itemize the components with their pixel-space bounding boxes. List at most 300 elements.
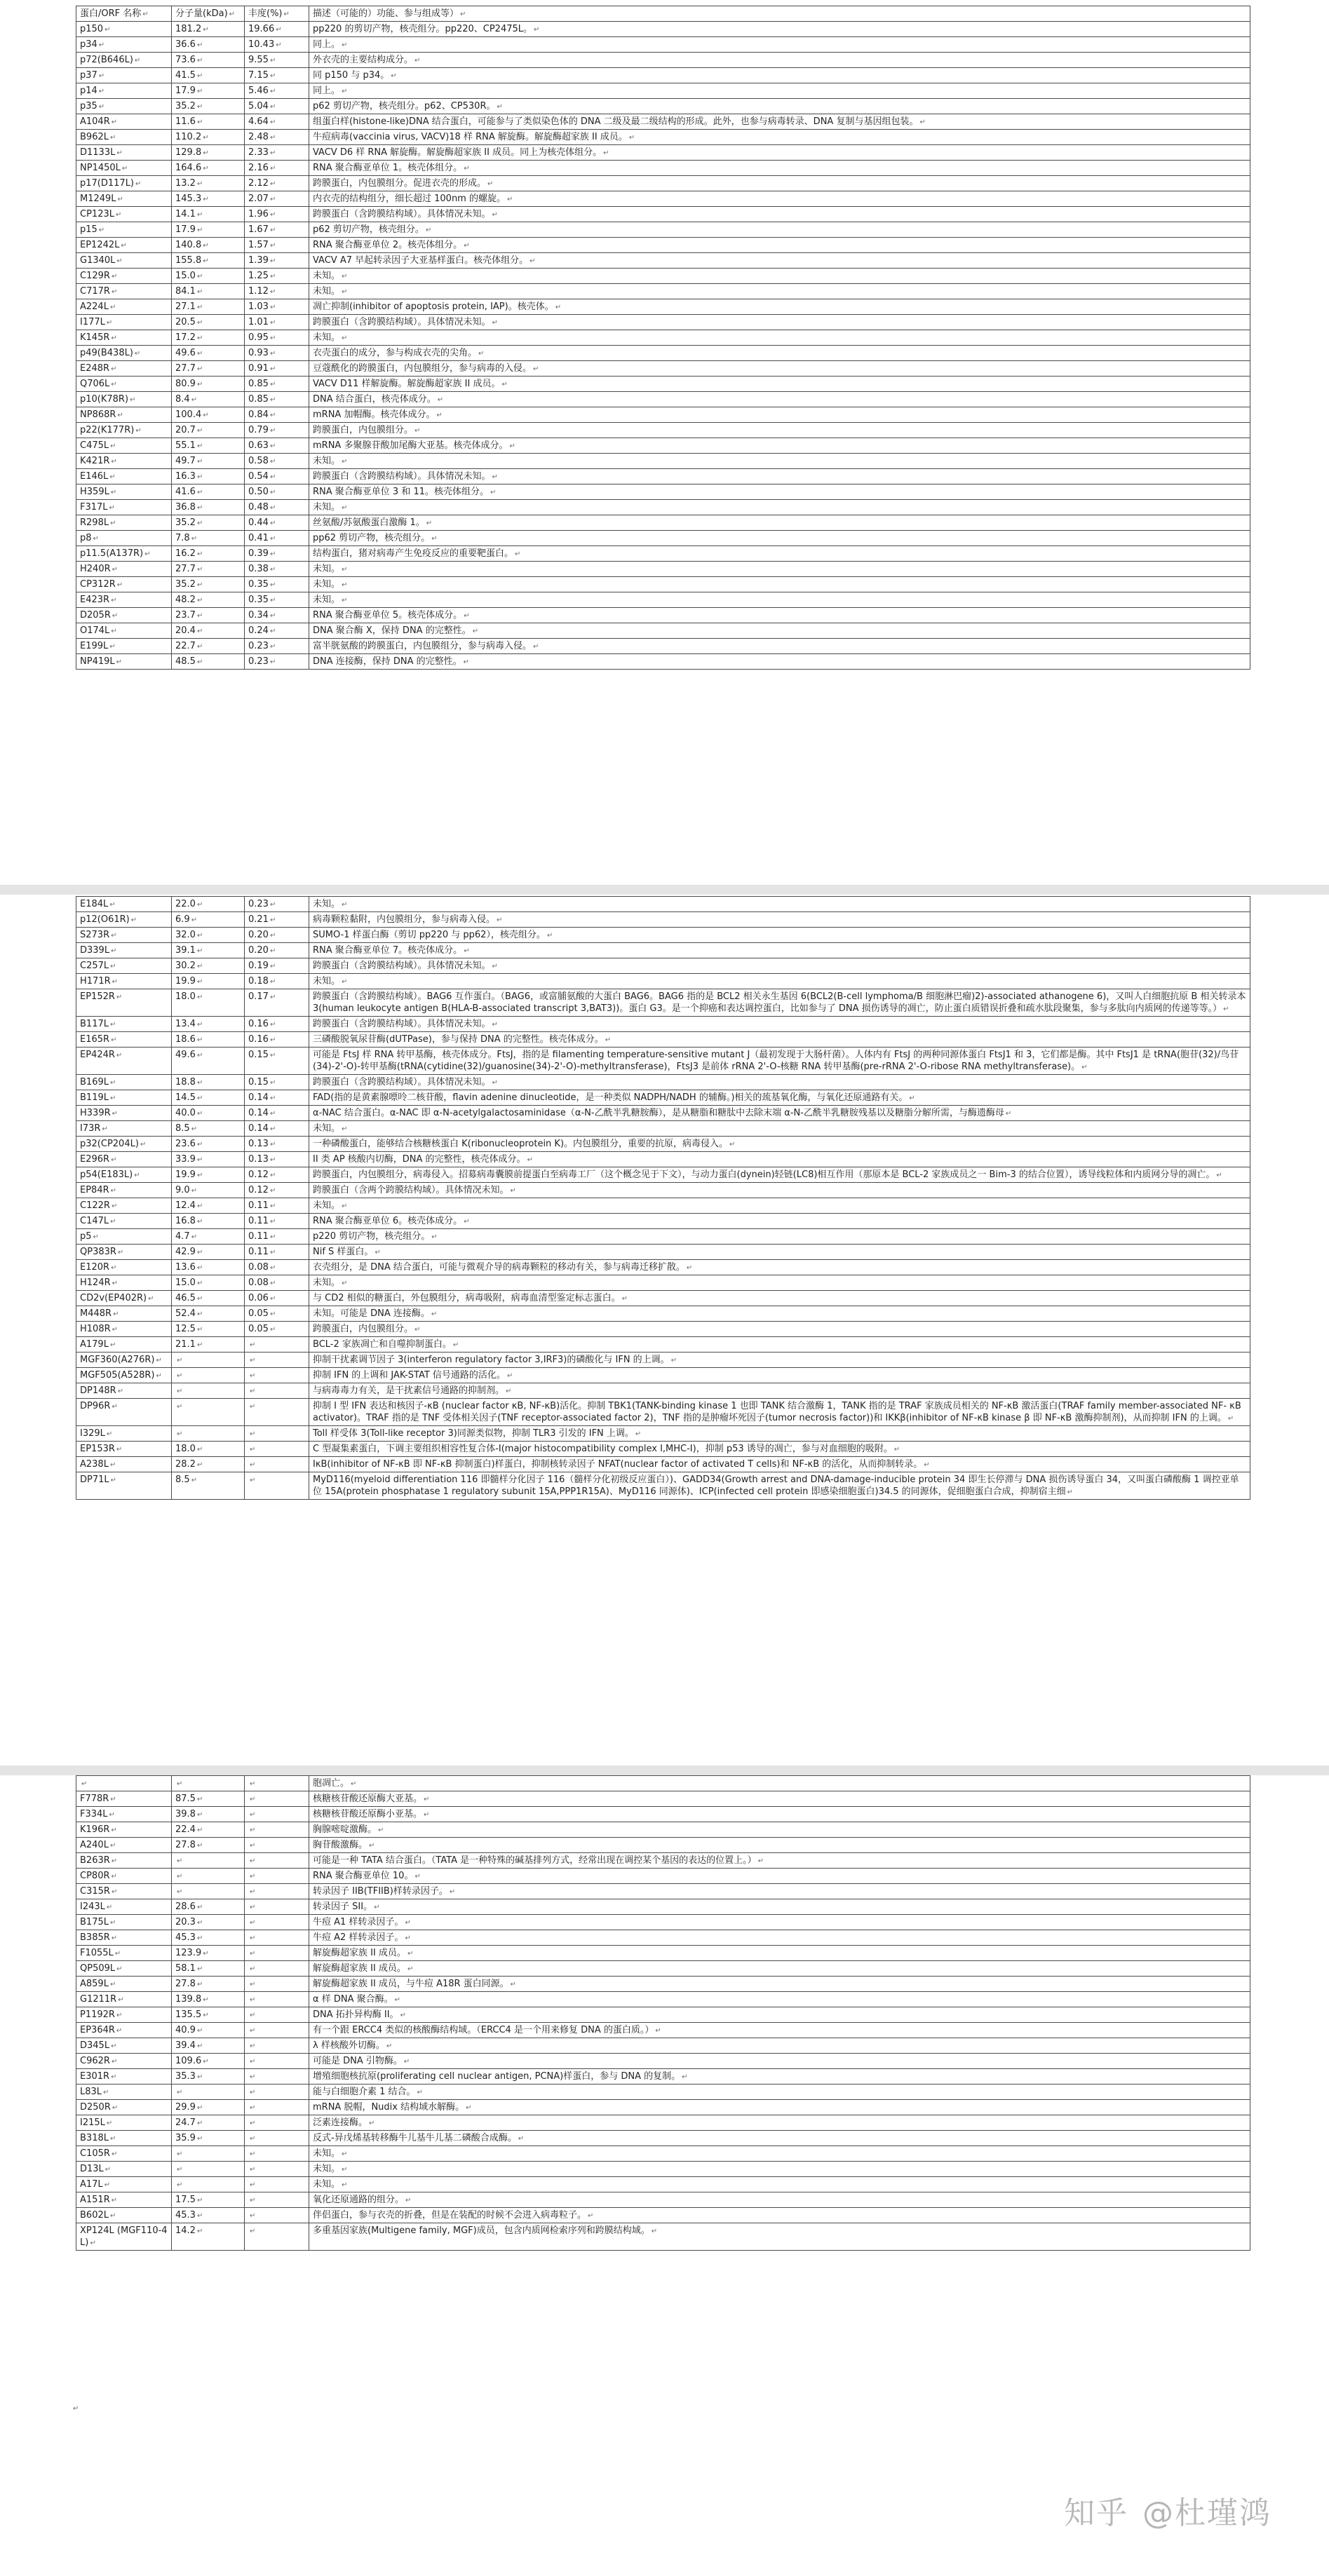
molecular-weight: 129.8 bbox=[175, 147, 202, 158]
cell-end-mark: ↵ bbox=[196, 978, 203, 986]
abundance-cell bbox=[245, 974, 309, 989]
abundance-cell bbox=[245, 1245, 309, 1260]
abundance: 0.20 bbox=[248, 930, 269, 940]
description: RNA 聚合酶亚单位 7。核壳体成分。 bbox=[313, 945, 463, 956]
description-cell bbox=[309, 2177, 1250, 2192]
description-cell bbox=[309, 654, 1250, 670]
molecular-weight-cell bbox=[172, 145, 245, 161]
description-cell bbox=[309, 1853, 1250, 1869]
cell-end-mark: ↵ bbox=[111, 1873, 117, 1880]
protein-name: B119L bbox=[80, 1092, 109, 1103]
abundance-cell bbox=[245, 2007, 309, 2023]
table-row bbox=[76, 1899, 1250, 1915]
protein-name: p54(E183L) bbox=[80, 1170, 133, 1180]
abundance-cell bbox=[245, 161, 309, 176]
abundance: 0.58 bbox=[248, 456, 269, 466]
cell-end-mark: ↵ bbox=[117, 196, 123, 203]
cell-end-mark: ↵ bbox=[196, 1264, 203, 1272]
cell-end-mark: ↵ bbox=[109, 901, 116, 909]
protein-name: C717R bbox=[80, 286, 110, 297]
protein-name: E248R bbox=[80, 363, 110, 374]
cell-end-mark: ↵ bbox=[191, 1187, 198, 1195]
abundance-cell bbox=[245, 1884, 309, 1899]
abundance-cell bbox=[245, 315, 309, 330]
cell-end-mark: ↵ bbox=[472, 628, 479, 635]
cell-end-mark: ↵ bbox=[546, 932, 553, 940]
description-cell bbox=[309, 176, 1250, 191]
cell-end-mark: ↵ bbox=[203, 196, 209, 203]
cell-end-mark: ↵ bbox=[510, 1187, 516, 1195]
abundance-cell bbox=[245, 253, 309, 269]
protein-name: H124R bbox=[80, 1277, 111, 1288]
cell-end-mark: ↵ bbox=[196, 1295, 203, 1303]
cell-end-mark: ↵ bbox=[529, 257, 536, 265]
abundance-cell bbox=[245, 2069, 309, 2084]
molecular-weight-cell bbox=[172, 500, 245, 515]
molecular-weight: 20.7 bbox=[175, 425, 196, 435]
abundance-cell bbox=[245, 989, 309, 1017]
description: DNA 结合蛋白，核壳体成分。 bbox=[313, 394, 436, 405]
protein-name: p34 bbox=[80, 39, 97, 50]
abundance-cell bbox=[245, 1791, 309, 1807]
cell-end-mark: ↵ bbox=[109, 1842, 116, 1850]
protein-name: B117L bbox=[80, 1019, 109, 1029]
cell-end-mark: ↵ bbox=[111, 1036, 117, 1044]
cell-end-mark: ↵ bbox=[250, 2150, 256, 2158]
protein-name-cell bbox=[76, 1776, 172, 1791]
protein-name: K145R bbox=[80, 332, 110, 343]
molecular-weight: 14.5 bbox=[175, 1092, 196, 1103]
molecular-weight: 6.9 bbox=[175, 914, 190, 925]
cell-end-mark: ↵ bbox=[436, 412, 443, 419]
table-row bbox=[76, 1075, 1250, 1090]
abundance-cell bbox=[245, 1930, 309, 1946]
abundance: 1.01 bbox=[248, 317, 269, 327]
protein-name-cell bbox=[76, 1032, 172, 1048]
description-cell bbox=[309, 423, 1250, 438]
abundance-cell bbox=[245, 1229, 309, 1245]
table-row bbox=[76, 1368, 1250, 1383]
table-row bbox=[76, 1017, 1250, 1032]
cell-end-mark: ↵ bbox=[464, 1218, 470, 1226]
protein-name-cell bbox=[76, 1106, 172, 1121]
cell-end-mark: ↵ bbox=[269, 916, 276, 924]
cell-end-mark: ↵ bbox=[269, 1233, 276, 1241]
table-row bbox=[76, 1807, 1250, 1822]
molecular-weight-cell bbox=[172, 2223, 245, 2251]
cell-end-mark: ↵ bbox=[342, 2181, 348, 2189]
cell-end-mark: ↵ bbox=[603, 149, 609, 157]
abundance-cell bbox=[245, 269, 309, 284]
description: Nif S 样蛋白。 bbox=[313, 1247, 374, 1257]
protein-name: B175L bbox=[80, 1917, 109, 1927]
description: α 样 DNA 聚合酶。 bbox=[313, 1994, 393, 2005]
abundance-cell bbox=[245, 2115, 309, 2131]
protein-name: p72(B646L) bbox=[80, 55, 133, 65]
protein-name-cell bbox=[76, 1368, 172, 1383]
protein-name-cell bbox=[76, 1992, 172, 2007]
page-break bbox=[0, 885, 1329, 895]
header-description-cell bbox=[309, 6, 1250, 22]
cell-end-mark: ↵ bbox=[196, 1280, 203, 1287]
cell-end-mark: ↵ bbox=[98, 41, 105, 49]
cell-end-mark: ↵ bbox=[134, 350, 141, 358]
cell-end-mark: ↵ bbox=[555, 304, 562, 311]
protein-name: A104R bbox=[80, 116, 110, 127]
cell-end-mark: ↵ bbox=[196, 1249, 203, 1256]
cell-end-mark: ↵ bbox=[250, 1965, 256, 1973]
molecular-weight-cell bbox=[172, 2084, 245, 2100]
description-cell bbox=[309, 1977, 1250, 1992]
description: RNA 聚合酶亚单位 10。 bbox=[313, 1871, 414, 1881]
molecular-weight-cell bbox=[172, 1322, 245, 1337]
abundance: 10.43 bbox=[248, 39, 275, 50]
description-cell bbox=[309, 469, 1250, 484]
abundance: 0.63 bbox=[248, 440, 269, 451]
cell-end-mark: ↵ bbox=[250, 1873, 256, 1880]
abundance-cell bbox=[245, 1946, 309, 1961]
molecular-weight: 39.8 bbox=[175, 1809, 196, 1819]
cell-end-mark: ↵ bbox=[269, 520, 276, 527]
table-row bbox=[76, 515, 1250, 531]
table-row bbox=[76, 438, 1250, 454]
cell-end-mark: ↵ bbox=[196, 1904, 203, 1911]
cell-end-mark: ↵ bbox=[269, 396, 276, 404]
description-cell bbox=[309, 1214, 1250, 1229]
table-row bbox=[76, 284, 1250, 299]
abundance-cell bbox=[245, 1442, 309, 1457]
cell-end-mark: ↵ bbox=[269, 1110, 276, 1118]
protein-name: C147L bbox=[80, 1216, 109, 1226]
cell-end-mark: ↵ bbox=[506, 1372, 513, 1380]
protein-name-cell bbox=[76, 99, 172, 114]
protein-name: NP419L bbox=[80, 656, 115, 667]
cell-end-mark: ↵ bbox=[121, 165, 128, 172]
cell-end-mark: ↵ bbox=[196, 88, 203, 95]
molecular-weight: 45.3 bbox=[175, 2210, 196, 2221]
protein-name-cell bbox=[76, 22, 172, 37]
abundance: 0.48 bbox=[248, 502, 269, 513]
protein-name: EP364R bbox=[80, 2025, 115, 2035]
protein-name-cell bbox=[76, 484, 172, 500]
table-row bbox=[76, 912, 1250, 928]
protein-name-cell bbox=[76, 454, 172, 469]
table-row bbox=[76, 238, 1250, 253]
protein-name-cell bbox=[76, 2192, 172, 2208]
molecular-weight-cell bbox=[172, 592, 245, 608]
cell-end-mark: ↵ bbox=[196, 1796, 203, 1803]
cell-end-mark: ↵ bbox=[196, 211, 203, 219]
molecular-weight: 17.9 bbox=[175, 224, 196, 235]
cell-end-mark: ↵ bbox=[104, 26, 111, 34]
protein-name-cell bbox=[76, 1426, 172, 1442]
cell-end-mark: ↵ bbox=[269, 1202, 276, 1210]
protein-name-cell bbox=[76, 2115, 172, 2131]
abundance-cell bbox=[245, 1807, 309, 1822]
molecular-weight-cell bbox=[172, 68, 245, 83]
description: 氧化还原通路的组分。 bbox=[313, 2195, 405, 2205]
molecular-weight: 12.5 bbox=[175, 1324, 196, 1334]
abundance-cell bbox=[245, 176, 309, 191]
protein-name: p11.5(A137R) bbox=[80, 548, 144, 559]
abundance-cell bbox=[245, 531, 309, 546]
cell-end-mark: ↵ bbox=[1227, 1415, 1234, 1423]
protein-name: E184L bbox=[80, 899, 109, 909]
cell-end-mark: ↵ bbox=[203, 165, 209, 172]
molecular-weight-cell bbox=[172, 1992, 245, 2007]
protein-name-cell bbox=[76, 531, 172, 546]
abundance: 2.48 bbox=[248, 132, 269, 142]
molecular-weight-cell bbox=[172, 423, 245, 438]
cell-end-mark: ↵ bbox=[269, 334, 276, 342]
description: RNA 聚合酶亚单位 5。核壳体成分。 bbox=[313, 610, 463, 621]
molecular-weight-cell bbox=[172, 1822, 245, 1838]
cell-end-mark: ↵ bbox=[492, 319, 498, 327]
cell-end-mark: ↵ bbox=[111, 273, 118, 280]
cell-end-mark: ↵ bbox=[515, 550, 521, 558]
protein-name: A151R bbox=[80, 2195, 110, 2205]
cell-end-mark: ↵ bbox=[605, 1036, 612, 1044]
abundance-cell bbox=[245, 912, 309, 928]
cell-end-mark: ↵ bbox=[533, 643, 539, 651]
description: 跨膜蛋白，内包膜组分。 bbox=[313, 425, 414, 435]
cell-end-mark: ↵ bbox=[269, 566, 276, 574]
molecular-weight-cell bbox=[172, 1442, 245, 1457]
description: mRNA 加帽酶。核壳体成分。 bbox=[313, 409, 436, 420]
protein-name-cell bbox=[76, 1214, 172, 1229]
abundance-cell bbox=[245, 114, 309, 130]
description: 未知。 bbox=[313, 1277, 341, 1288]
molecular-weight-cell bbox=[172, 1869, 245, 1884]
molecular-weight-cell bbox=[172, 299, 245, 315]
abundance: 2.12 bbox=[248, 178, 269, 189]
abundance-cell bbox=[245, 1399, 309, 1426]
description: p220 剪切产物，核壳组分。 bbox=[313, 1231, 431, 1242]
description-cell bbox=[309, 1946, 1250, 1961]
cell-end-mark: ↵ bbox=[510, 1981, 517, 1988]
cell-end-mark: ↵ bbox=[111, 597, 117, 604]
cell-end-mark: ↵ bbox=[196, 41, 203, 49]
cell-end-mark: ↵ bbox=[111, 2073, 117, 2081]
description-cell bbox=[309, 83, 1250, 99]
cell-end-mark: ↵ bbox=[269, 1218, 276, 1226]
cell-end-mark: ↵ bbox=[342, 1125, 348, 1133]
molecular-weight: 20.4 bbox=[175, 625, 196, 636]
description: DNA 连接酶，保持 DNA 的完整性。 bbox=[313, 656, 462, 667]
description-cell bbox=[309, 1961, 1250, 1977]
description: 抑制 IFN 的上调和 JAK-STAT 信号通路的活化。 bbox=[313, 1370, 506, 1381]
molecular-weight-cell bbox=[172, 1472, 245, 1500]
molecular-weight-cell bbox=[172, 99, 245, 114]
table-row bbox=[76, 37, 1250, 53]
cell-end-mark: ↵ bbox=[110, 442, 116, 450]
cell-end-mark: ↵ bbox=[111, 932, 117, 940]
table-row bbox=[76, 222, 1250, 238]
table-row bbox=[76, 1853, 1250, 1869]
cell-end-mark: ↵ bbox=[407, 1950, 414, 1958]
cell-end-mark: ↵ bbox=[203, 26, 209, 34]
cell-end-mark: ↵ bbox=[196, 57, 203, 65]
cell-end-mark: ↵ bbox=[342, 273, 348, 280]
description: 未知。 bbox=[313, 595, 341, 605]
description-cell bbox=[309, 2192, 1250, 2208]
table-row bbox=[76, 1930, 1250, 1946]
table-row bbox=[76, 1152, 1250, 1167]
molecular-weight: 58.1 bbox=[175, 1963, 196, 1974]
cell-end-mark: ↵ bbox=[112, 612, 119, 620]
molecular-weight-cell bbox=[172, 958, 245, 974]
cell-end-mark: ↵ bbox=[196, 1156, 203, 1164]
table-row bbox=[76, 608, 1250, 623]
cell-end-mark: ↵ bbox=[425, 226, 432, 234]
molecular-weight: 36.6 bbox=[175, 39, 196, 50]
cell-end-mark: ↵ bbox=[533, 365, 539, 373]
cell-end-mark: ↵ bbox=[269, 165, 276, 172]
abundance-cell bbox=[245, 1899, 309, 1915]
abundance-cell bbox=[245, 2192, 309, 2208]
cell-end-mark: ↵ bbox=[269, 149, 276, 157]
table-row bbox=[76, 2100, 1250, 2115]
cell-end-mark: ↵ bbox=[250, 2104, 256, 2112]
cell-end-mark: ↵ bbox=[375, 1249, 381, 1256]
description-cell bbox=[309, 958, 1250, 974]
abundance: 0.16 bbox=[248, 1019, 269, 1029]
molecular-weight-cell bbox=[172, 2177, 245, 2192]
protein-name: E165R bbox=[80, 1034, 110, 1045]
abundance-cell bbox=[245, 623, 309, 639]
molecular-weight-cell bbox=[172, 484, 245, 500]
description-cell bbox=[309, 2146, 1250, 2162]
protein-name-cell bbox=[76, 238, 172, 253]
table-row bbox=[76, 2192, 1250, 2208]
abundance: 1.96 bbox=[248, 209, 269, 219]
protein-name-cell bbox=[76, 623, 172, 639]
cell-end-mark: ↵ bbox=[588, 2212, 594, 2220]
abundance: 0.23 bbox=[248, 641, 269, 651]
description-cell bbox=[309, 1090, 1250, 1106]
description-cell bbox=[309, 2100, 1250, 2115]
table-row bbox=[76, 2115, 1250, 2131]
description: 内衣壳的结构组分，细长超过 100nm 的螺旋。 bbox=[313, 194, 506, 204]
cell-end-mark: ↵ bbox=[110, 1796, 116, 1803]
protein-name: DP71L bbox=[80, 1475, 109, 1485]
molecular-weight-cell bbox=[172, 1368, 245, 1383]
protein-name-cell bbox=[76, 1353, 172, 1368]
table-row bbox=[76, 130, 1250, 145]
description-cell bbox=[309, 438, 1250, 454]
molecular-weight: 27.1 bbox=[175, 301, 196, 312]
cell-end-mark: ↵ bbox=[414, 57, 421, 65]
table-header-row bbox=[76, 6, 1250, 22]
cell-end-mark: ↵ bbox=[106, 1430, 113, 1438]
protein-name: DP148R bbox=[80, 1385, 116, 1396]
protein-name: C315R bbox=[80, 1886, 110, 1897]
protein-name-cell bbox=[76, 253, 172, 269]
cell-end-mark: ↵ bbox=[111, 1202, 118, 1210]
description-cell bbox=[309, 1121, 1250, 1137]
abundance: 0.13 bbox=[248, 1139, 269, 1149]
table-row bbox=[76, 1884, 1250, 1899]
molecular-weight-cell bbox=[172, 37, 245, 53]
cell-end-mark: ↵ bbox=[196, 458, 203, 466]
cell-end-mark: ↵ bbox=[250, 1950, 256, 1958]
cell-end-mark: ↵ bbox=[135, 427, 142, 435]
cell-end-mark: ↵ bbox=[118, 1996, 124, 2004]
cell-end-mark: ↵ bbox=[250, 2197, 256, 2204]
table-row bbox=[76, 2038, 1250, 2054]
protein-name: K421R bbox=[80, 456, 110, 466]
cell-end-mark: ↵ bbox=[342, 458, 348, 466]
abundance-cell bbox=[245, 1457, 309, 1472]
molecular-weight: 123.9 bbox=[175, 1948, 202, 1958]
cell-end-mark: ↵ bbox=[196, 597, 203, 604]
abundance-cell bbox=[245, 68, 309, 83]
abundance: 0.44 bbox=[248, 517, 269, 528]
protein-name-cell bbox=[76, 515, 172, 531]
cell-end-mark: ↵ bbox=[269, 103, 276, 111]
protein-table-body-2 bbox=[76, 897, 1250, 1500]
table-row bbox=[76, 407, 1250, 423]
cell-end-mark: ↵ bbox=[492, 211, 498, 219]
molecular-weight-cell bbox=[172, 1291, 245, 1306]
abundance-cell bbox=[245, 53, 309, 68]
cell-end-mark: ↵ bbox=[196, 473, 203, 481]
cell-end-mark: ↵ bbox=[431, 1310, 438, 1318]
molecular-weight: 24.7 bbox=[175, 2117, 196, 2128]
molecular-weight-cell bbox=[172, 2069, 245, 2084]
protein-name: E296R bbox=[80, 1154, 110, 1165]
abundance-cell bbox=[245, 2023, 309, 2038]
protein-name-cell bbox=[76, 2162, 172, 2177]
molecular-weight: 11.6 bbox=[175, 116, 196, 127]
molecular-weight: 40.0 bbox=[175, 1108, 196, 1118]
description-cell bbox=[309, 330, 1250, 346]
protein-name: B263R bbox=[80, 1855, 110, 1866]
description: 跨膜蛋白，内包膜组分，病毒侵入。招募病毒囊膜前提蛋白至病毒工厂（这个概念见于下文），与动力蛋白(dynein)轻链(LC8)相互作用（那原本是 BCL-2 家族成员之一 Bim-3 的结合位置），诱导线粒体和内质网分导的凋亡。 bbox=[313, 1170, 1215, 1180]
description-cell bbox=[309, 515, 1250, 531]
description-cell bbox=[309, 1399, 1250, 1426]
abundance: 0.54 bbox=[248, 471, 269, 482]
abundance: 1.12 bbox=[248, 286, 269, 297]
protein-table-body-1 bbox=[76, 6, 1250, 670]
molecular-weight: 35.9 bbox=[175, 2133, 196, 2143]
description-cell bbox=[309, 1884, 1250, 1899]
description: IκB(inhibitor of NF-κB 即 NF-κB 抑制蛋白)样蛋白，抑制核转录因子 NFAT(nuclear factor of activated T cells)和 NF-κB 的活化，从而抑制转录。 bbox=[313, 1459, 923, 1470]
description-cell bbox=[309, 1245, 1250, 1260]
table-row bbox=[76, 161, 1250, 176]
protein-name: M1249L bbox=[80, 194, 116, 204]
description: 伴侣蛋白，参与衣壳的折叠，但是在装配的时候不会进入病毒粒子。 bbox=[313, 2210, 587, 2221]
molecular-weight-cell bbox=[172, 654, 245, 670]
abundance: 0.11 bbox=[248, 1216, 269, 1226]
abundance-cell bbox=[245, 1992, 309, 2007]
cell-end-mark: ↵ bbox=[269, 458, 276, 466]
abundance: 0.14 bbox=[248, 1108, 269, 1118]
cell-end-mark: ↵ bbox=[106, 1904, 113, 1911]
protein-name-cell bbox=[76, 1152, 172, 1167]
cell-end-mark: ↵ bbox=[342, 288, 348, 296]
cell-end-mark: ↵ bbox=[191, 1125, 198, 1133]
description-cell bbox=[309, 484, 1250, 500]
abundance-cell bbox=[245, 2054, 309, 2069]
cell-end-mark: ↵ bbox=[269, 1310, 276, 1318]
molecular-weight-cell bbox=[172, 1946, 245, 1961]
protein-name: I329L bbox=[80, 1428, 105, 1439]
cell-end-mark: ↵ bbox=[109, 1079, 116, 1087]
cell-end-mark: ↵ bbox=[196, 2073, 203, 2081]
protein-name-cell bbox=[76, 1869, 172, 1884]
cell-end-mark: ↵ bbox=[109, 304, 116, 311]
